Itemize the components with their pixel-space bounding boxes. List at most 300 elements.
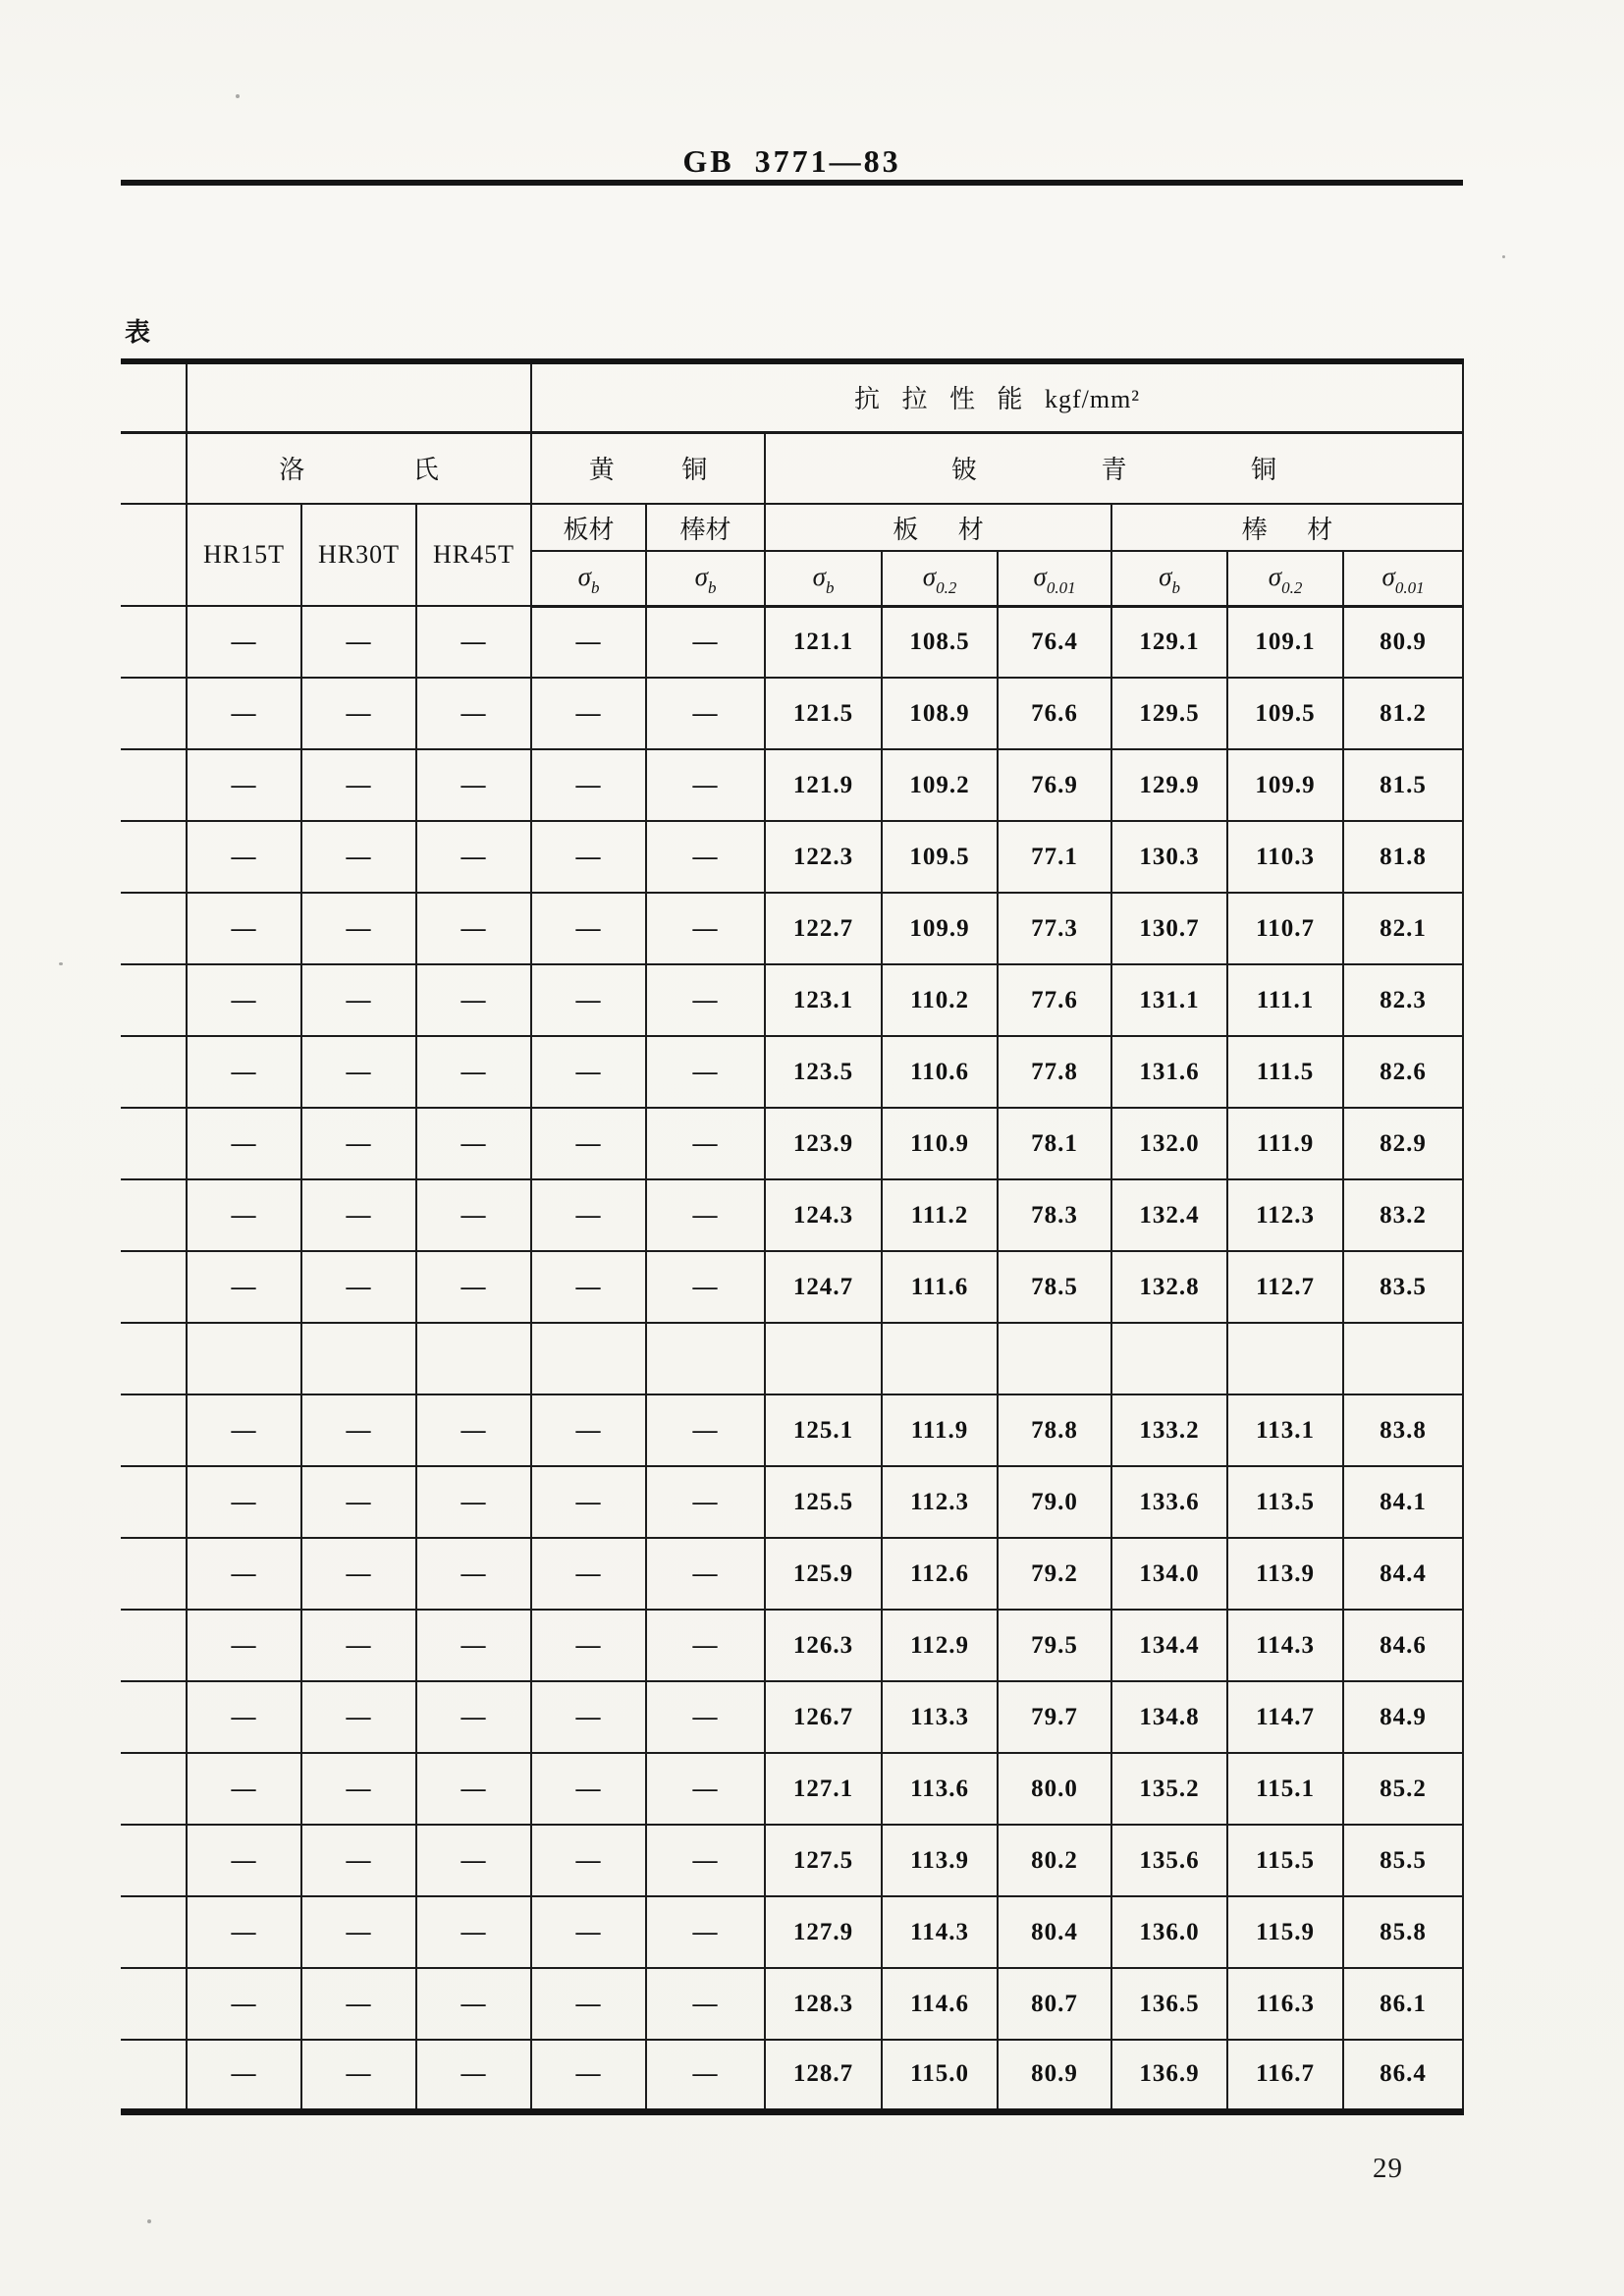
cell-bronze-bar-sigma-001: 82.6	[1343, 1036, 1463, 1108]
cell-hr30t: —	[301, 1896, 416, 1968]
cell-bronze-sheet-sigma-001: 80.9	[998, 2040, 1111, 2111]
cell-hr15t	[187, 1323, 301, 1394]
header-row-groups	[121, 432, 1463, 504]
cell-brass-sheet-sigma-b: —	[531, 964, 646, 1036]
table-row	[121, 893, 1463, 964]
cell-brass-sheet-sigma-b: —	[531, 1251, 646, 1323]
sigma-symbol: σ	[1033, 562, 1047, 592]
sigma-subscript: b	[707, 578, 717, 598]
cell-bronze-sheet-sigma-001: 77.1	[998, 821, 1111, 893]
cell-hr45t: —	[416, 1681, 531, 1753]
cell-bronze-bar-sigma-001: 80.9	[1343, 606, 1463, 678]
cell-bronze-bar-sigma-02: 115.5	[1227, 1825, 1343, 1896]
row-left-overhang	[121, 361, 187, 432]
cell-hr45t: —	[416, 1968, 531, 2040]
row-left-overhang	[121, 1179, 187, 1251]
cell-hr15t: —	[187, 1179, 301, 1251]
cell-bronze-sheet-sigma-02: 109.9	[882, 893, 998, 964]
cell-brass-bar-sigma-b: —	[646, 1538, 765, 1610]
row-left-overhang	[121, 1466, 187, 1538]
sigma-02-header	[882, 551, 998, 606]
cell-brass-bar-sigma-b: —	[646, 893, 765, 964]
cell-hr30t: —	[301, 606, 416, 678]
cell-bronze-sheet-sigma-02: 111.2	[882, 1179, 998, 1251]
table-row	[121, 1825, 1463, 1896]
cell-bronze-bar-sigma-02: 114.7	[1227, 1681, 1343, 1753]
sigma-02-header	[1227, 551, 1343, 606]
cell-hr45t: —	[416, 964, 531, 1036]
cell-brass-bar-sigma-b: —	[646, 1825, 765, 1896]
table-row	[121, 1466, 1463, 1538]
sigma-subscript: 0.2	[936, 578, 957, 598]
table-row	[121, 1968, 1463, 2040]
cell-bronze-sheet-sigma-b: 125.9	[765, 1538, 882, 1610]
cell-bronze-bar-sigma-02: 111.9	[1227, 1108, 1343, 1179]
cell-bronze-sheet-sigma-b: 122.7	[765, 893, 882, 964]
cell-bronze-sheet-sigma-001: 80.4	[998, 1896, 1111, 1968]
row-left-overhang	[121, 678, 187, 749]
table-row	[121, 1681, 1463, 1753]
cell-hr30t: —	[301, 678, 416, 749]
cell-bronze-bar-sigma-001: 83.2	[1343, 1179, 1463, 1251]
cell-bronze-bar-sigma-02: 115.9	[1227, 1896, 1343, 1968]
cell-bronze-sheet-sigma-b: 127.1	[765, 1753, 882, 1825]
table-row	[121, 964, 1463, 1036]
cell-bronze-bar-sigma-02: 109.5	[1227, 678, 1343, 749]
cell-bronze-bar-sigma-001: 83.8	[1343, 1394, 1463, 1466]
cell-bronze-bar-sigma-b: 133.6	[1111, 1466, 1227, 1538]
row-left-overhang	[121, 1896, 187, 1968]
cell-hr45t: —	[416, 821, 531, 893]
cell-bronze-sheet-sigma-02: 112.6	[882, 1538, 998, 1610]
cell-brass-bar-sigma-b: —	[646, 1394, 765, 1466]
cell-bronze-bar-sigma-02: 113.5	[1227, 1466, 1343, 1538]
cell-bronze-bar-sigma-02: 113.1	[1227, 1394, 1343, 1466]
table-row	[121, 1251, 1463, 1323]
cell-hr15t: —	[187, 1681, 301, 1753]
hr15t-column-header: HR15T	[187, 504, 301, 606]
table-row	[121, 2040, 1463, 2111]
cell-brass-sheet-sigma-b: —	[531, 1538, 646, 1610]
hr45t-column-header: HR45T	[416, 504, 531, 606]
table-row	[121, 1179, 1463, 1251]
row-left-overhang	[121, 1251, 187, 1323]
cell-brass-sheet-sigma-b: —	[531, 1466, 646, 1538]
cell-brass-sheet-sigma-b: —	[531, 1036, 646, 1108]
cell-brass-bar-sigma-b: —	[646, 964, 765, 1036]
cell-bronze-bar-sigma-b: 130.3	[1111, 821, 1227, 893]
cell-bronze-bar-sigma-02	[1227, 1323, 1343, 1394]
cell-bronze-bar-sigma-001: 86.1	[1343, 1968, 1463, 2040]
cell-bronze-bar-sigma-02: 112.7	[1227, 1251, 1343, 1323]
cell-bronze-sheet-sigma-b: 123.5	[765, 1036, 882, 1108]
cell-hr15t: —	[187, 1394, 301, 1466]
cell-hr30t: —	[301, 893, 416, 964]
cell-bronze-bar-sigma-02: 115.1	[1227, 1753, 1343, 1825]
table-label: 表	[125, 318, 151, 347]
cell-bronze-sheet-sigma-b: 126.7	[765, 1681, 882, 1753]
cell-bronze-bar-sigma-02: 109.1	[1227, 606, 1343, 678]
cell-bronze-sheet-sigma-02: 110.2	[882, 964, 998, 1036]
cell-bronze-bar-sigma-b: 130.7	[1111, 893, 1227, 964]
cell-brass-bar-sigma-b: —	[646, 749, 765, 821]
cell-hr30t: —	[301, 1610, 416, 1681]
cell-hr15t: —	[187, 1108, 301, 1179]
tensile-properties-header: 抗 拉 性 能 kgf/mm²	[531, 361, 1463, 432]
cell-bronze-bar-sigma-b: 132.0	[1111, 1108, 1227, 1179]
cell-bronze-sheet-sigma-001: 76.6	[998, 678, 1111, 749]
table-row	[121, 1323, 1463, 1394]
cell-bronze-sheet-sigma-b: 122.3	[765, 821, 882, 893]
cell-bronze-sheet-sigma-b: 125.1	[765, 1394, 882, 1466]
cell-bronze-sheet-sigma-02: 114.3	[882, 1896, 998, 1968]
row-left-overhang	[121, 1968, 187, 2040]
cell-brass-bar-sigma-b: —	[646, 1108, 765, 1179]
cell-bronze-bar-sigma-02: 109.9	[1227, 749, 1343, 821]
cell-brass-sheet-sigma-b: —	[531, 1108, 646, 1179]
row-left-overhang	[121, 821, 187, 893]
cell-brass-sheet-sigma-b: —	[531, 1681, 646, 1753]
sigma-subscript: 0.2	[1281, 578, 1303, 598]
cell-bronze-sheet-sigma-001: 79.2	[998, 1538, 1111, 1610]
hardness-conversion-table	[121, 358, 1464, 2115]
cell-brass-bar-sigma-b	[646, 1323, 765, 1394]
row-left-overhang	[121, 893, 187, 964]
cell-bronze-bar-sigma-b: 129.5	[1111, 678, 1227, 749]
sigma-001-header	[998, 551, 1111, 606]
cell-hr15t: —	[187, 678, 301, 749]
bronze-bar-header: 棒 材	[1111, 504, 1463, 551]
cell-hr30t: —	[301, 1251, 416, 1323]
cell-bronze-sheet-sigma-b: 123.1	[765, 964, 882, 1036]
cell-hr15t: —	[187, 1466, 301, 1538]
page-number: 29	[1373, 2153, 1403, 2184]
cell-bronze-sheet-sigma-001: 80.7	[998, 1968, 1111, 2040]
cell-hr15t: —	[187, 2040, 301, 2111]
header-row-forms	[121, 504, 1463, 551]
sigma-symbol: σ	[694, 562, 708, 592]
cell-hr45t: —	[416, 2040, 531, 2111]
cell-hr45t: —	[416, 678, 531, 749]
table-row	[121, 1036, 1463, 1108]
cell-bronze-bar-sigma-b	[1111, 1323, 1227, 1394]
row-left-overhang	[121, 1394, 187, 1466]
standard-number-title: GB 3771—83	[682, 143, 901, 179]
cell-bronze-bar-sigma-001: 84.9	[1343, 1681, 1463, 1753]
sigma-symbol: σ	[812, 562, 826, 592]
cell-hr15t: —	[187, 1036, 301, 1108]
row-left-overhang	[121, 1753, 187, 1825]
row-left-overhang	[121, 1108, 187, 1179]
row-left-overhang	[121, 1610, 187, 1681]
row-left-overhang	[121, 749, 187, 821]
table-row	[121, 821, 1463, 893]
cell-bronze-sheet-sigma-02: 113.9	[882, 1825, 998, 1896]
cell-hr45t: —	[416, 749, 531, 821]
cell-hr15t: —	[187, 606, 301, 678]
cell-brass-sheet-sigma-b: —	[531, 821, 646, 893]
cell-bronze-bar-sigma-001: 84.1	[1343, 1466, 1463, 1538]
cell-bronze-bar-sigma-b: 134.4	[1111, 1610, 1227, 1681]
cell-bronze-sheet-sigma-b: 127.5	[765, 1825, 882, 1896]
row-left-overhang	[121, 964, 187, 1036]
row-left-overhang	[121, 606, 187, 678]
cell-bronze-sheet-sigma-02: 112.9	[882, 1610, 998, 1681]
brass-sheet-header: 板材	[531, 504, 646, 551]
cell-bronze-sheet-sigma-001: 79.0	[998, 1466, 1111, 1538]
cell-bronze-bar-sigma-02: 111.1	[1227, 964, 1343, 1036]
cell-hr45t: —	[416, 1179, 531, 1251]
table-row	[121, 1753, 1463, 1825]
cell-hr45t: —	[416, 1538, 531, 1610]
sigma-subscript: b	[825, 578, 835, 598]
cell-brass-sheet-sigma-b: —	[531, 2040, 646, 2111]
cell-hr30t: —	[301, 1466, 416, 1538]
cell-hr30t: —	[301, 1108, 416, 1179]
cell-brass-bar-sigma-b: —	[646, 1036, 765, 1108]
cell-bronze-bar-sigma-b: 136.9	[1111, 2040, 1227, 2111]
cell-bronze-bar-sigma-02: 110.7	[1227, 893, 1343, 964]
cell-bronze-sheet-sigma-02: 108.9	[882, 678, 998, 749]
cell-brass-sheet-sigma-b: —	[531, 678, 646, 749]
table-row	[121, 606, 1463, 678]
cell-bronze-sheet-sigma-02: 110.6	[882, 1036, 998, 1108]
cell-brass-bar-sigma-b: —	[646, 821, 765, 893]
sigma-b-header	[1111, 551, 1227, 606]
cell-bronze-bar-sigma-b: 135.6	[1111, 1825, 1227, 1896]
row-left-overhang	[121, 1323, 187, 1394]
cell-bronze-bar-sigma-02: 116.7	[1227, 2040, 1343, 2111]
cell-bronze-sheet-sigma-001: 77.3	[998, 893, 1111, 964]
cell-bronze-sheet-sigma-02: 112.3	[882, 1466, 998, 1538]
sigma-subscript: b	[1171, 578, 1180, 598]
row-left-overhang	[121, 1681, 187, 1753]
cell-hr15t: —	[187, 749, 301, 821]
sigma-symbol: σ	[577, 562, 591, 592]
sigma-symbol: σ	[1268, 562, 1282, 592]
cell-bronze-sheet-sigma-001: 78.3	[998, 1179, 1111, 1251]
cell-brass-bar-sigma-b: —	[646, 606, 765, 678]
brass-group-header: 黄 铜	[531, 432, 765, 504]
table-body	[121, 606, 1463, 2111]
cell-bronze-bar-sigma-001: 82.9	[1343, 1108, 1463, 1179]
cell-bronze-bar-sigma-001: 81.8	[1343, 821, 1463, 893]
cell-hr30t: —	[301, 964, 416, 1036]
cell-bronze-sheet-sigma-b: 128.3	[765, 1968, 882, 2040]
cell-hr30t: —	[301, 1968, 416, 2040]
cell-bronze-sheet-sigma-02: 109.2	[882, 749, 998, 821]
cell-bronze-bar-sigma-02: 111.5	[1227, 1036, 1343, 1108]
cell-bronze-sheet-sigma-b: 126.3	[765, 1610, 882, 1681]
cell-brass-bar-sigma-b: —	[646, 1968, 765, 2040]
cell-hr30t: —	[301, 1538, 416, 1610]
cell-bronze-sheet-sigma-02: 113.3	[882, 1681, 998, 1753]
cell-bronze-sheet-sigma-001: 78.8	[998, 1394, 1111, 1466]
cell-bronze-bar-sigma-001: 81.2	[1343, 678, 1463, 749]
cell-hr45t: —	[416, 1394, 531, 1466]
cell-bronze-bar-sigma-b: 129.9	[1111, 749, 1227, 821]
sigma-b-header	[531, 551, 646, 606]
cell-brass-sheet-sigma-b: —	[531, 1825, 646, 1896]
cell-hr45t: —	[416, 606, 531, 678]
cell-bronze-bar-sigma-001: 81.5	[1343, 749, 1463, 821]
cell-brass-bar-sigma-b: —	[646, 2040, 765, 2111]
cell-bronze-bar-sigma-b: 132.8	[1111, 1251, 1227, 1323]
cell-bronze-bar-sigma-b: 131.1	[1111, 964, 1227, 1036]
row-left-overhang	[121, 504, 187, 606]
cell-hr45t: —	[416, 1825, 531, 1896]
sigma-b-header	[765, 551, 882, 606]
cell-bronze-bar-sigma-001: 85.2	[1343, 1753, 1463, 1825]
cell-brass-sheet-sigma-b: —	[531, 1394, 646, 1466]
cell-hr30t: —	[301, 821, 416, 893]
cell-bronze-bar-sigma-001: 83.5	[1343, 1251, 1463, 1323]
cell-hr45t: —	[416, 1466, 531, 1538]
cell-bronze-sheet-sigma-02: 108.5	[882, 606, 998, 678]
cell-bronze-sheet-sigma-001: 77.6	[998, 964, 1111, 1036]
cell-bronze-bar-sigma-b: 134.8	[1111, 1681, 1227, 1753]
cell-brass-bar-sigma-b: —	[646, 1251, 765, 1323]
table-row	[121, 1108, 1463, 1179]
cell-brass-sheet-sigma-b: —	[531, 1610, 646, 1681]
cell-brass-bar-sigma-b: —	[646, 1466, 765, 1538]
cell-bronze-sheet-sigma-001: 80.0	[998, 1753, 1111, 1825]
cell-bronze-sheet-sigma-b: 123.9	[765, 1108, 882, 1179]
cell-hr15t: —	[187, 1825, 301, 1896]
bronze-sheet-header: 板 材	[765, 504, 1111, 551]
cell-brass-sheet-sigma-b: —	[531, 1968, 646, 2040]
cell-bronze-bar-sigma-001: 84.6	[1343, 1610, 1463, 1681]
cell-brass-bar-sigma-b: —	[646, 1896, 765, 1968]
cell-bronze-sheet-sigma-001: 76.9	[998, 749, 1111, 821]
cell-brass-sheet-sigma-b: —	[531, 1179, 646, 1251]
cell-hr15t: —	[187, 893, 301, 964]
title-rule	[121, 180, 1463, 186]
cell-bronze-bar-sigma-b: 136.0	[1111, 1896, 1227, 1968]
cell-bronze-bar-sigma-001: 84.4	[1343, 1538, 1463, 1610]
cell-bronze-bar-sigma-02: 110.3	[1227, 821, 1343, 893]
row-left-overhang	[121, 1538, 187, 1610]
cell-hr30t	[301, 1323, 416, 1394]
cell-hr30t: —	[301, 2040, 416, 2111]
cell-bronze-sheet-sigma-02: 109.5	[882, 821, 998, 893]
table-row	[121, 678, 1463, 749]
cell-hr15t: —	[187, 821, 301, 893]
cell-brass-sheet-sigma-b: —	[531, 893, 646, 964]
cell-brass-bar-sigma-b: —	[646, 678, 765, 749]
row-left-overhang	[121, 432, 187, 504]
cell-hr30t: —	[301, 1394, 416, 1466]
cell-hr15t: —	[187, 1610, 301, 1681]
cell-hr45t: —	[416, 1753, 531, 1825]
cell-hr30t: —	[301, 1036, 416, 1108]
cell-bronze-sheet-sigma-b: 121.9	[765, 749, 882, 821]
sigma-subscript: 0.01	[1394, 578, 1425, 598]
beryllium-bronze-group-header: 铍 青 铜	[765, 432, 1463, 504]
cell-bronze-sheet-sigma-001: 77.8	[998, 1036, 1111, 1108]
header-row-units	[121, 361, 1463, 432]
cell-brass-bar-sigma-b: —	[646, 1179, 765, 1251]
cell-bronze-sheet-sigma-001: 76.4	[998, 606, 1111, 678]
cell-bronze-sheet-sigma-b: 121.5	[765, 678, 882, 749]
cell-brass-sheet-sigma-b	[531, 1323, 646, 1394]
cell-bronze-bar-sigma-b: 136.5	[1111, 1968, 1227, 2040]
row-left-overhang	[121, 2040, 187, 2111]
cell-hr30t: —	[301, 1179, 416, 1251]
cell-bronze-bar-sigma-b: 129.1	[1111, 606, 1227, 678]
cell-hr30t: —	[301, 1681, 416, 1753]
cell-bronze-sheet-sigma-b	[765, 1323, 882, 1394]
cell-bronze-sheet-sigma-02: 111.9	[882, 1394, 998, 1466]
sigma-subscript: 0.01	[1046, 578, 1076, 598]
cell-bronze-sheet-sigma-001: 78.1	[998, 1108, 1111, 1179]
cell-bronze-bar-sigma-02: 113.9	[1227, 1538, 1343, 1610]
cell-bronze-bar-sigma-b: 133.2	[1111, 1394, 1227, 1466]
cell-hr15t: —	[187, 1968, 301, 2040]
cell-bronze-sheet-sigma-b: 124.3	[765, 1179, 882, 1251]
cell-hr15t: —	[187, 1896, 301, 1968]
cell-bronze-bar-sigma-001: 82.3	[1343, 964, 1463, 1036]
rockwell-group-header: 洛 氏	[187, 432, 531, 504]
cell-bronze-bar-sigma-001: 86.4	[1343, 2040, 1463, 2111]
sigma-symbol: σ	[1381, 562, 1395, 592]
table-row	[121, 749, 1463, 821]
cell-bronze-bar-sigma-001: 85.8	[1343, 1896, 1463, 1968]
cell-bronze-bar-sigma-001: 85.5	[1343, 1825, 1463, 1896]
cell-bronze-sheet-sigma-001: 79.5	[998, 1610, 1111, 1681]
cell-brass-sheet-sigma-b: —	[531, 1896, 646, 1968]
cell-hr30t: —	[301, 1753, 416, 1825]
cell-bronze-sheet-sigma-b: 121.1	[765, 606, 882, 678]
cell-hr45t: —	[416, 1896, 531, 1968]
cell-bronze-bar-sigma-b: 132.4	[1111, 1179, 1227, 1251]
cell-hr15t: —	[187, 1753, 301, 1825]
cell-bronze-sheet-sigma-b: 127.9	[765, 1896, 882, 1968]
cell-bronze-sheet-sigma-02: 110.9	[882, 1108, 998, 1179]
cell-hr15t: —	[187, 1538, 301, 1610]
cell-brass-sheet-sigma-b: —	[531, 1753, 646, 1825]
rockwell-blank-header	[187, 361, 531, 432]
cell-hr45t: —	[416, 1251, 531, 1323]
cell-bronze-bar-sigma-b: 134.0	[1111, 1538, 1227, 1610]
cell-hr45t: —	[416, 1108, 531, 1179]
cell-hr30t: —	[301, 749, 416, 821]
sigma-b-header	[646, 551, 765, 606]
sigma-subscript: b	[590, 578, 600, 598]
cell-bronze-bar-sigma-02: 112.3	[1227, 1179, 1343, 1251]
cell-bronze-sheet-sigma-001	[998, 1323, 1111, 1394]
sigma-symbol: σ	[922, 562, 937, 592]
cell-bronze-sheet-sigma-001: 78.5	[998, 1251, 1111, 1323]
cell-brass-bar-sigma-b: —	[646, 1681, 765, 1753]
table-row	[121, 1610, 1463, 1681]
cell-bronze-sheet-sigma-02: 115.0	[882, 2040, 998, 2111]
cell-bronze-sheet-sigma-02: 111.6	[882, 1251, 998, 1323]
cell-hr30t: —	[301, 1825, 416, 1896]
cell-bronze-sheet-sigma-b: 124.7	[765, 1251, 882, 1323]
cell-bronze-bar-sigma-b: 131.6	[1111, 1036, 1227, 1108]
cell-brass-bar-sigma-b: —	[646, 1610, 765, 1681]
cell-brass-sheet-sigma-b: —	[531, 606, 646, 678]
cell-bronze-bar-sigma-b: 135.2	[1111, 1753, 1227, 1825]
cell-brass-bar-sigma-b: —	[646, 1753, 765, 1825]
sigma-001-header	[1343, 551, 1463, 606]
row-left-overhang	[121, 1825, 187, 1896]
cell-bronze-bar-sigma-02: 114.3	[1227, 1610, 1343, 1681]
cell-hr45t: —	[416, 1610, 531, 1681]
cell-hr15t: —	[187, 1251, 301, 1323]
cell-bronze-sheet-sigma-001: 79.7	[998, 1681, 1111, 1753]
